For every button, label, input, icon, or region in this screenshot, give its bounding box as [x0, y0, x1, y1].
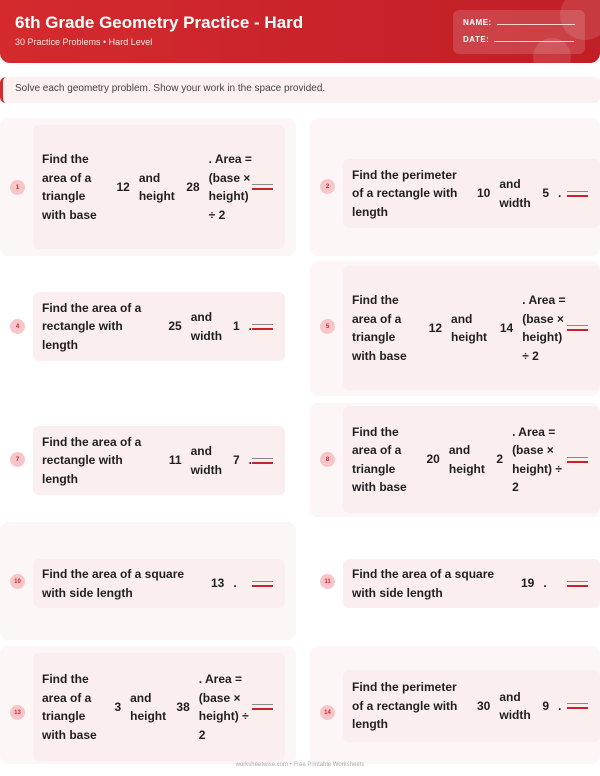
date-line	[494, 41, 574, 42]
problem-number-badge: 5	[320, 319, 335, 334]
problem-text: .	[248, 319, 252, 334]
problem-body	[33, 125, 285, 249]
problem-card	[0, 118, 296, 256]
answer-blank[interactable]	[567, 703, 588, 709]
problem-value: 5	[542, 186, 550, 201]
problem-text: Find the area of a triangle with base	[42, 152, 97, 222]
problem-number-badge: 13	[10, 705, 25, 720]
problem-value: 14	[499, 320, 514, 335]
problem-card	[0, 522, 296, 640]
problem-text: Find the area of a triangle with base	[42, 672, 97, 742]
problem-text: and width	[190, 444, 222, 477]
answer-blank[interactable]	[567, 191, 588, 197]
answer-blank[interactable]	[567, 457, 588, 463]
problem-body	[343, 266, 600, 390]
problem-hint: . Area = (base × height) ÷ 2	[512, 424, 562, 494]
answer-blank[interactable]	[252, 184, 273, 190]
problem-text: Find the area of a square with side length	[42, 567, 185, 600]
problem-value: 10	[477, 186, 491, 201]
problem-body	[33, 653, 285, 761]
problem-hint: . Area = (base × height) ÷ 2	[198, 672, 249, 742]
name-label: NAME:	[463, 18, 492, 27]
problem-card	[0, 646, 296, 764]
problem-text: Find the perimeter of a rectangle with length	[352, 167, 458, 219]
problem-text: .	[558, 186, 562, 201]
problem-text: .	[248, 453, 252, 468]
problem-card	[310, 118, 600, 256]
problem-card	[0, 405, 296, 515]
problem-body	[343, 559, 600, 608]
problem-card	[0, 265, 296, 391]
problem-value: 20	[426, 452, 440, 467]
problem-number-badge: 14	[320, 705, 335, 720]
problem-text: and height	[138, 170, 175, 203]
answer-blank[interactable]	[252, 324, 273, 330]
answer-blank[interactable]	[252, 581, 273, 587]
problem-card	[310, 646, 600, 764]
worksheet-header	[0, 0, 600, 63]
answer-blank[interactable]	[252, 458, 273, 464]
problem-value: 11	[168, 453, 182, 468]
page-subtitle: 30 Practice Problems • Hard Level	[15, 37, 153, 47]
problem-value: 25	[168, 319, 182, 334]
problem-value: 12	[428, 320, 443, 335]
problem-value: 12	[116, 179, 130, 194]
problem-value: 38	[176, 699, 190, 714]
instructions-banner: Solve each geometry problem. Show your work in the space provided.	[0, 77, 600, 103]
problem-text: and height	[130, 690, 167, 723]
problem-text: Find the perimeter of a rectangle with length	[352, 680, 458, 732]
problem-body	[33, 426, 285, 495]
problem-body	[343, 159, 600, 228]
problem-hint: . Area = (base × height) ÷ 2	[522, 293, 566, 363]
problem-value: 19	[521, 576, 535, 591]
problem-number-badge: 8	[320, 452, 335, 467]
answer-blank[interactable]	[567, 325, 588, 331]
name-date-box	[453, 10, 585, 54]
page-title: 6th Grade Geometry Practice - Hard	[15, 13, 304, 32]
date-label: DATE:	[463, 35, 490, 44]
problem-text: Find the area of a triangle with base	[352, 293, 407, 363]
problem-value: 1	[232, 319, 240, 334]
problem-text: and height	[451, 311, 488, 344]
problem-card	[310, 522, 600, 640]
problem-value: 2	[496, 452, 504, 467]
footer-credit: worksheetwise.com • Free Printable Worksheets	[235, 762, 365, 768]
problem-text: .	[558, 698, 562, 713]
problem-text: Find the area of a rectangle with length	[42, 300, 142, 352]
problem-card	[310, 261, 600, 396]
problem-value: 7	[232, 453, 240, 468]
problem-body	[343, 670, 600, 742]
problem-value: 30	[477, 698, 491, 713]
problem-text: and width	[499, 177, 531, 210]
problem-number-badge: 11	[320, 574, 335, 589]
problem-value: 3	[114, 699, 122, 714]
problem-body	[33, 292, 285, 361]
problem-text: and width	[190, 310, 223, 343]
problem-text: and width	[499, 689, 531, 722]
date-field[interactable]	[463, 35, 574, 44]
problem-text: Find the area of a square with side length	[352, 567, 495, 600]
problem-text: Find the area of a rectangle with length	[42, 434, 142, 486]
answer-blank[interactable]	[567, 581, 588, 587]
answer-blank[interactable]	[252, 704, 273, 710]
problem-card	[310, 403, 600, 517]
problem-value: 9	[542, 698, 550, 713]
problem-text: and height	[448, 443, 485, 476]
problem-value: 13	[211, 576, 225, 591]
problem-text: .	[233, 576, 237, 591]
problem-text: Find the area of a triangle with base	[352, 424, 407, 494]
problem-number-badge: 10	[10, 574, 25, 589]
name-field[interactable]	[463, 18, 575, 27]
problem-hint: . Area = (base × height) ÷ 2	[208, 152, 252, 222]
problem-body	[33, 559, 285, 608]
problem-number-badge: 1	[10, 180, 25, 195]
problem-number-badge: 4	[10, 319, 25, 334]
problem-value: 28	[186, 179, 200, 194]
problem-text: .	[543, 576, 547, 591]
problem-number-badge: 7	[10, 452, 25, 467]
name-line	[497, 24, 575, 25]
problem-number-badge: 2	[320, 179, 335, 194]
problem-body	[343, 406, 600, 513]
